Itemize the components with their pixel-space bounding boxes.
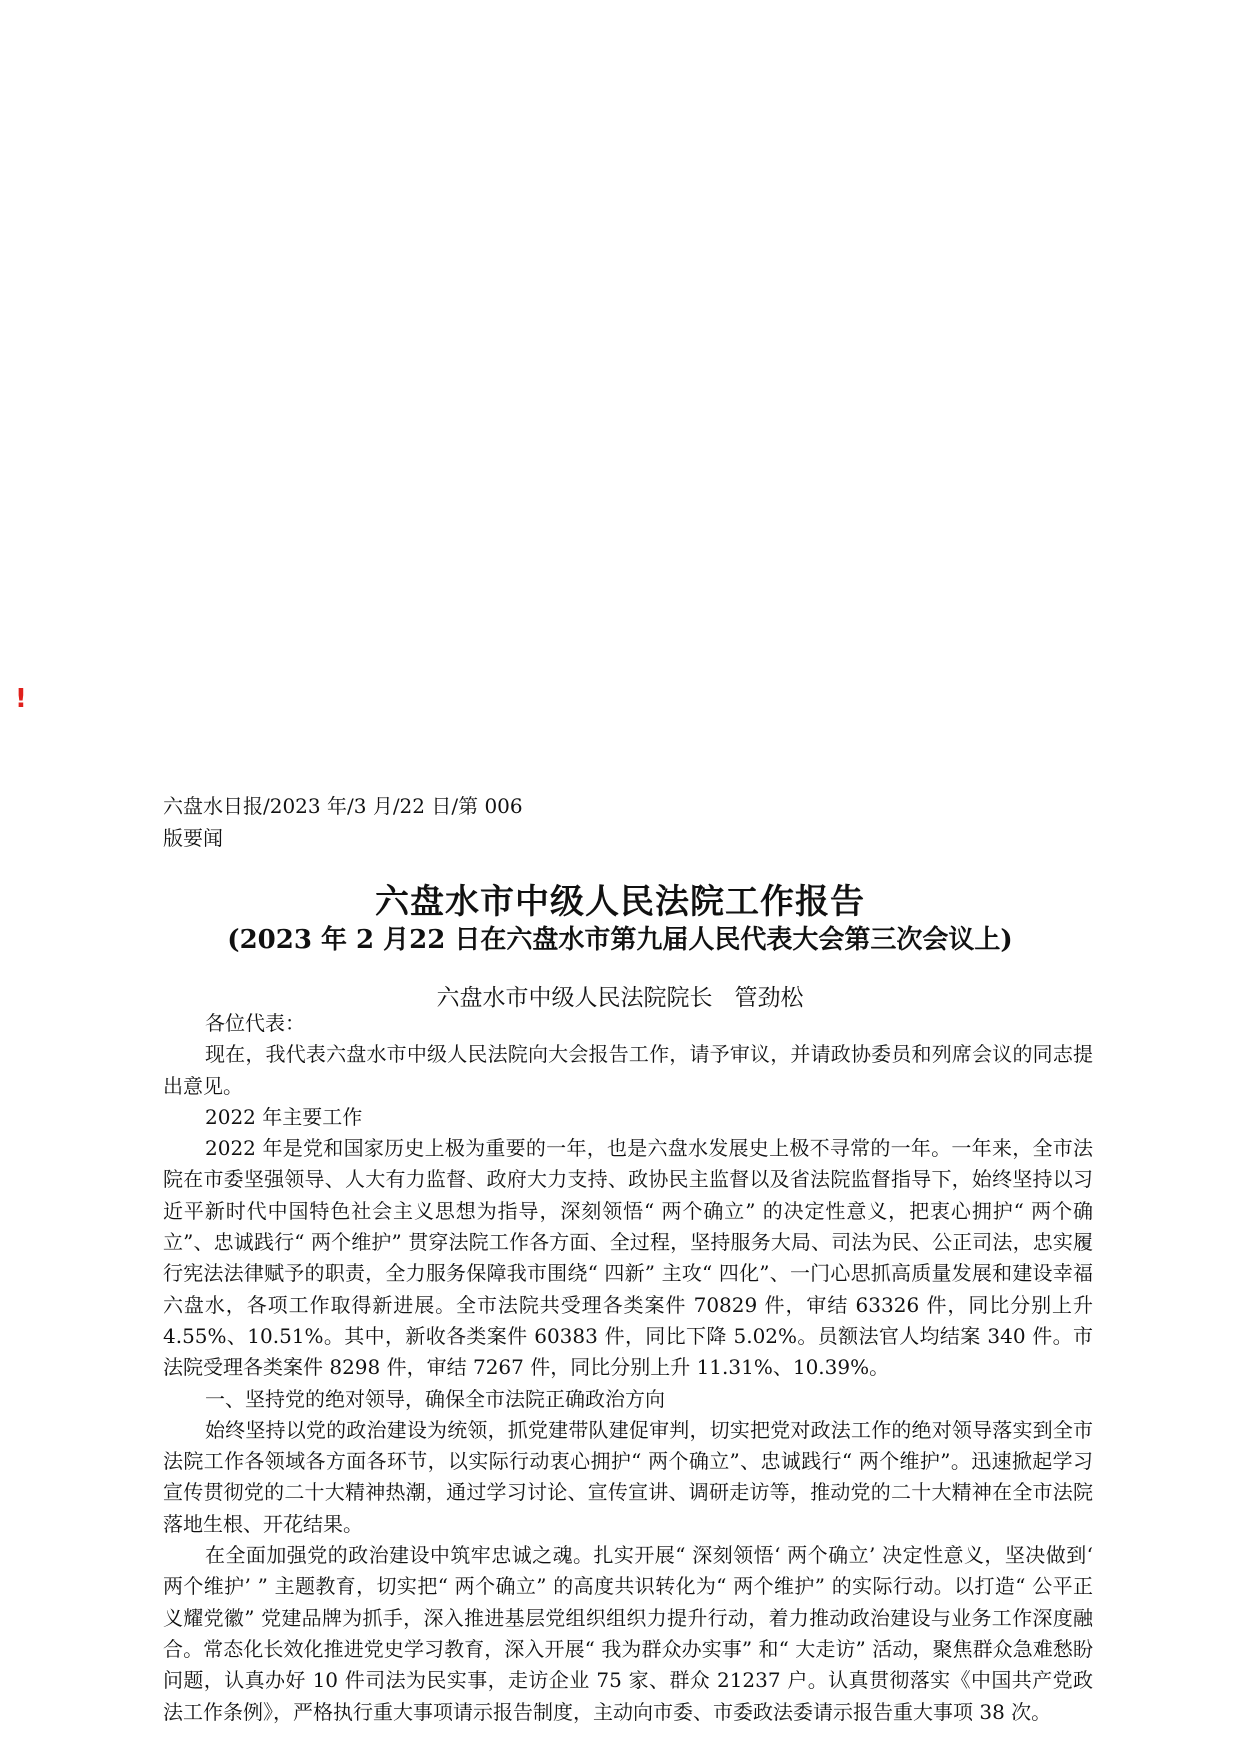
newspaper-source: [163, 790, 523, 854]
author-name: 管劲松: [734, 985, 804, 1011]
body-paragraph: 现在，我代表六盘水市中级人民法院向大会报告工作，请予审议，并请政协委员和列席会议的同志提出意见。: [163, 1042, 1093, 1098]
report-subtitle: (2023 年 2 月22 日在六盘水市第九届人民代表大会第三次会议上): [227, 925, 1013, 955]
author-role: 六盘水市中级人民法院院长: [436, 985, 713, 1011]
body-paragraph: 2022 年是党和国家历史上极为重要的一年，也是六盘水发展史上极不寻常的一年。一年来，全市法院在市委坚强领导、人大有力监督、政府大力支持、政协民主监督以及省法院监督指导下，始终坚持以习近平新时代中国特色社会主义思想为指导，深刻领悟“ 两个确立” 的决定性意义，把衷心拥护“ 两个确立”、忠诚践行“ 两个维护” 贯穿法院工作各方面、全过程，坚持服务大局、司法为民、公正司法，忠实履行宪法法律赋予的职责，全力服务保障我市围绕“ 四新” 主攻“ 四化”、一门心思抓高质量发展和建设幸福六盘水，各项工作取得新进展。全市法院共受理各类案件 70829 件，审结 63326 件，同比分别上升 4.55%、10.51%。其中，新收各类案件 60383 件，同比下降 5.02%。员额法官人均结案 340 件。市法院受理各类案件 8298 件，审结 7267 件，同比分别上升 11.31%、10.39%。: [163, 1136, 1093, 1380]
body-paragraph: 始终坚持以党的政治建设为统领，抓党建带队建促审判，切实把党对政法工作的绝对领导落实到全市法院工作各领域各方面各环节，以实际行动衷心拥护“ 两个确立”、忠诚践行“ 两个维护”。迅速掀起学习宣传贯彻党的二十大精神热潮，通过学习讨论、宣传宣讲、调研走访等，推动党的二十大精神在全市法院落地生根、开花结果。: [163, 1417, 1093, 1536]
salutation: 各位代表：: [205, 1011, 305, 1035]
report-title: 六盘水市中级人民法院工作报告: [375, 882, 865, 922]
body-paragraph: 在全面加强党的政治建设中筑牢忠诚之魂。扎实开展“ 深刻领悟‘ 两个确立’ 决定性意义，坚决做到‘ 两个维护’ ” 主题教育，切实把“ 两个确立” 的高度共识转化为“ 两个维护” 的实际行动。以打造“ 公平正义耀党徽” 党建品牌为抓手，深入推进基层党组织组织力提升行动，着力推动政治建设与业务工作深度融合。常态化长效化推进党史学习教育，深入开展“ 我为群众办实事” 和“ 大走访” 活动，聚焦群众急难愁盼问题，认真办好 10 件司法为民实事，走访企业 75 家、群众 21237 户。认真贯彻落实《中国共产党政法工作条例》，严格执行重大事项请示报告制度，主动向市委、市委政法委请示报告重大事项 38 次。: [163, 1543, 1093, 1724]
source-line-1: 六盘水日报/2023 年/3 月/22 日/第 006: [163, 794, 523, 818]
report-body: [163, 1008, 1093, 1728]
section-heading: 2022 年主要工作: [205, 1104, 363, 1129]
source-line-2: 版要闻: [163, 826, 223, 850]
red-exclamation-mark: !: [15, 684, 27, 714]
section-heading: 一、坚持党的绝对领导，确保全市法院正确政治方向: [205, 1386, 665, 1411]
